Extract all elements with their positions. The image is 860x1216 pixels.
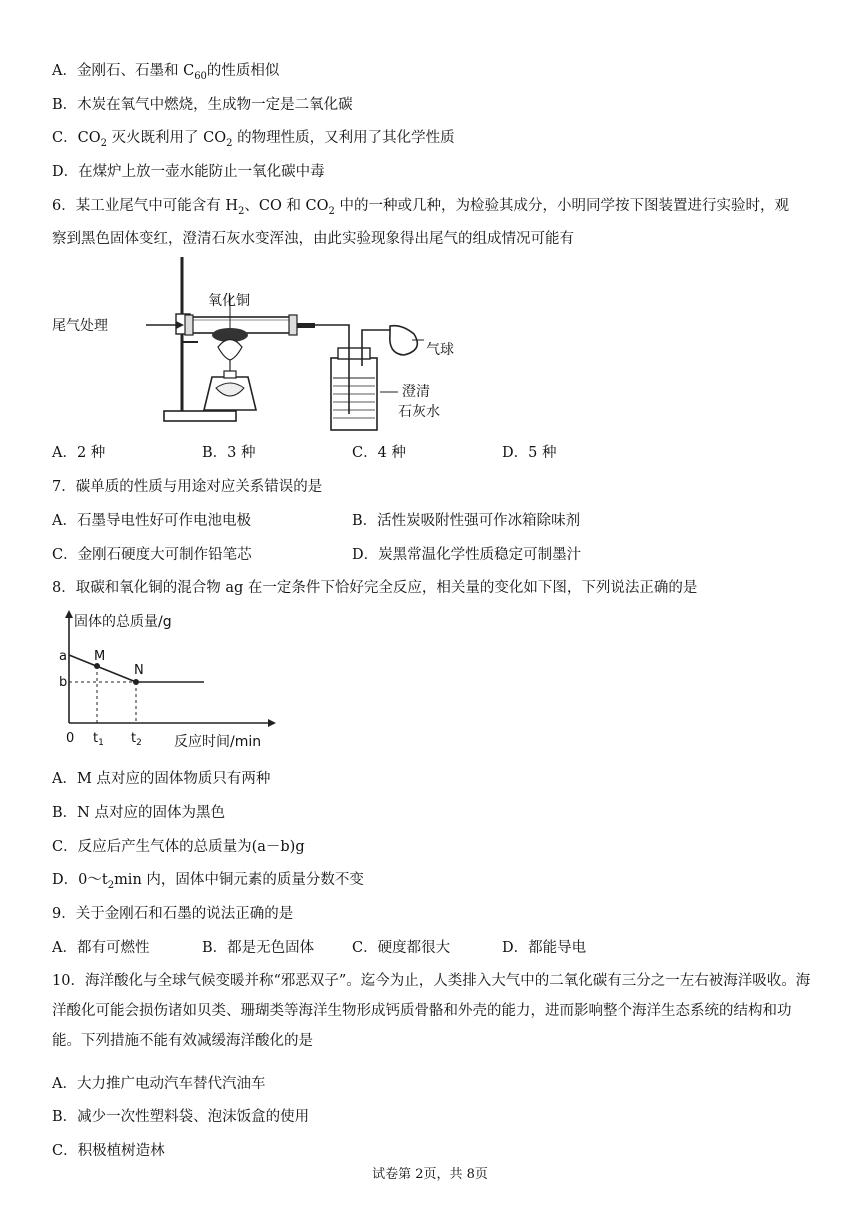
q7-option-c: C．金刚石硬度大可制作铅笔芯 <box>52 547 252 563</box>
q10-option-b: B．减少一次性塑料袋、泡沫饭盒的使用 <box>52 1109 310 1125</box>
q6-option-a: A．2 种 <box>52 445 106 461</box>
graph-tick-t1: $t_1$ <box>93 731 104 748</box>
q8-option-b: B．N 点对应的固体为黑色 <box>52 805 225 821</box>
q6-option-d: D．5 种 <box>502 445 557 461</box>
q5-option-b: B．木炭在氧气中燃烧，生成物一定是二氧化碳 <box>52 97 353 113</box>
q10-stem: 10．海洋酸化与全球气候变暖并称“邪恶双子”。迄今为止，人类排入大气中的二氧化碳有三分之一左右被海洋吸收。海洋酸化可能会损伤诸如贝类、珊瑚类等海洋生物形成钙质骨骼和外壳的能力，进而影响整个海洋生态系统的结构和功能。下列措施不能有效减缓海洋酸化的是 <box>52 973 811 1049</box>
q9-option-c: C．硬度都很大 <box>352 940 451 956</box>
q8-stem: 8．取碳和氧化铜的混合物 ag 在一定条件下恰好完全反应，相关量的变化如下图，下列说法正确的是 <box>52 580 698 596</box>
q6-stem-line2: 察到黑色固体变红，澄清石灰水变浑浊，由此实验现象得出尾气的组成情况可能有 <box>52 231 574 247</box>
graph-tick-b: b <box>59 675 68 690</box>
label-copper-oxide: 氧化铜 <box>208 293 250 309</box>
graph-label-m: M <box>94 649 106 664</box>
graph-xlabel: 反应时间/min <box>174 734 262 750</box>
q8-option-d: D．$0\sim t_2\min$ 内，固体中铜元素的质量分数不变 <box>52 872 364 891</box>
q6-option-c: C．4 种 <box>352 445 406 461</box>
q7-option-a: A．石墨导电性好可作电池电极 <box>52 513 251 529</box>
q5-option-d: D．在煤炉上放一壶水能防止一氧化碳中毒 <box>52 164 325 180</box>
q8-option-c: C．反应后产生气体的总质量为(a－b)g <box>52 839 305 855</box>
point-n <box>133 679 139 685</box>
graph-ylabel: 固体的总质量/g <box>74 614 172 630</box>
label-inlet: 尾气处理 <box>52 318 108 334</box>
q9-stem: 9．关于金刚石和石墨的说法正确的是 <box>52 906 294 922</box>
graph-tick-a: a <box>59 649 67 664</box>
label-limewater-2: 石灰水 <box>398 404 440 420</box>
mass-time-graph <box>56 608 286 754</box>
q10-option-c: C．积极植树造林 <box>52 1143 165 1159</box>
q6-option-b: B．3 种 <box>202 445 256 461</box>
q9-option-d: D．都能导电 <box>502 940 587 956</box>
page-footer: 试卷第 2页，共 8页 <box>372 1167 488 1182</box>
label-balloon: 气球 <box>426 342 454 358</box>
q7-stem: 7．碳单质的性质与用途对应关系错误的是 <box>52 479 323 495</box>
q10-option-a: A．大力推广电动汽车替代汽油车 <box>52 1076 266 1092</box>
q7-option-b: B．活性炭吸附性强可作冰箱除味剂 <box>352 513 581 529</box>
q8-option-a: A．M 点对应的固体物质只有两种 <box>52 771 271 787</box>
q7-option-d: D．炭黑常温化学性质稳定可制墨汁 <box>352 547 582 563</box>
label-limewater-1: 澄清 <box>402 384 430 400</box>
graph-label-n: N <box>134 663 144 678</box>
q9-option-b: B．都是无色固体 <box>202 940 315 956</box>
q6-stem-line1: 6．某工业尾气中可能含有 $H_2$、CO 和 $CO_2$ 中的一种或几种，为检验其成分，小明同学按下图装置进行实验时，观 <box>52 198 790 217</box>
q9-option-a: A．都有可燃性 <box>52 940 150 956</box>
q5-option-c: C．$CO_2$ 灭火既利用了 $CO_2$ 的物理性质，又利用了其化学性质 <box>52 130 455 149</box>
q5-option-a: A．金刚石、石墨和 $C_{60}$的性质相似 <box>52 63 280 82</box>
graph-tick-t2: $t_2$ <box>131 731 142 748</box>
apparatus-figure <box>52 254 472 434</box>
graph-origin: 0 <box>66 731 75 746</box>
